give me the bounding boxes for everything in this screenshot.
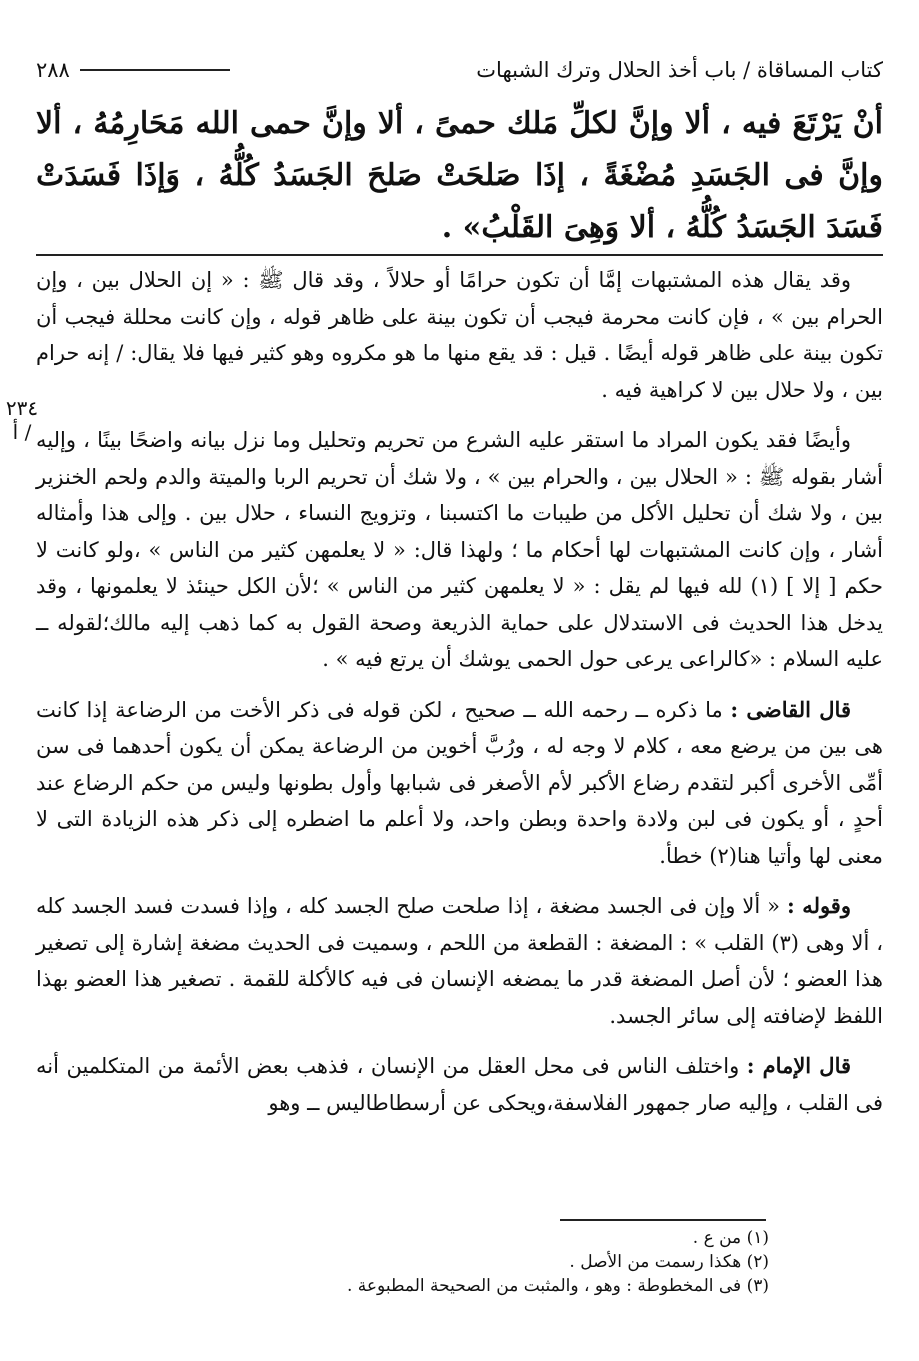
paragraph-text: وقد يقال هذه المشتبهات إمَّا أن تكون حرامًا أو حلالاً ، وقد قال ﷺ : « إن الحلال بين ، وإن الحرام بين » ، فإن كانت محرمة فيجب أن تكون بينة على ظاهر قوله ، وإن كانت محللة فيجب أن تكون بينة على ظاهر قوله أيضًا . قيل : قد يقع منها ما هو مكروه وهو كثير فيها فلا يقال: / إنه حرام بين ، ولا حلال بين لا كراهية فيه .: [36, 268, 883, 402]
footnote-rule: [560, 1219, 766, 1221]
running-head: [36, 56, 883, 84]
page-number: ٢٨٨: [36, 58, 70, 82]
footnotes: [36, 1226, 769, 1298]
section-divider: [36, 254, 883, 256]
paragraph: [36, 262, 883, 408]
paragraph-text: واختلف الناس فى محل العقل من الإنسان ، فذهب بعض الأئمة من المتكلمين أنه فى القلب ، وإليه صار جمهور الفلاسفة،ويحكى عن أرسطاطاليس ــ وهو: [36, 1054, 883, 1115]
paragraph-lead: قال الإمام :: [746, 1053, 851, 1078]
paragraph-text: ما ذكره ــ رحمه الله ــ صحيح ، لكن قوله فى ذكر الأخت من الرضاعة إذا كانت هى بين من يرضع معه ، كلام لا وجه له ، ورُبَّ أخوين من الرضاعة يمكن أن يكون أحدهما فى سن أمِّى الأخرى أكبر لتقدم رضاع الأكبر لأم الأصغر فى شبابها وأول بطونها وليس من حكم الرضاع عند أحدٍ ، أو يكون فى لبن ولادة واحدة وبطن واحد، ولا أعلم ما اضطره إلى ذكر هذه الزيادة التى لا معنى لها وأتيا هنا(٢) خطأ.: [36, 697, 883, 868]
running-title: كتاب المساقاة / باب أخذ الحلال وترك الشبهات: [476, 58, 883, 82]
header-rule: [80, 69, 230, 71]
footnote: (٢) هكذا رسمت من الأصل .: [569, 1252, 769, 1272]
paragraph: [36, 888, 883, 1034]
paragraph-text: وأيضًا فقد يكون المراد ما استقر عليه الشرع من تحريم وتحليل وما نزل بيانه واضحًا بينًا ، وإليه أشار بقوله ﷺ : « الحلال بين ، والحرام بين » ، ولا شك أن تحريم الربا والميتة والدم ولحم الخنزير بين ، ولا شك أن تحليل الأكل من طيبات ما اكتسبنا ، وتزويج النساء ، حلال بين . وإلى هذا وأمثاله أشار ، وإن كانت المشتبهات لها أحكام ما ؛ ولهذا قال: « لا يعلمهن كثير من الناس » ،ولو كانت لا حكم [ إلا ] (١) لله فيها لم يقل : « لا يعلمهن كثير من الناس » ؛لأن الكل حينئذ لا يعلمونها ، وقد يدخل هذا الحديث فى الاستدلال على حماية الذريعة وصحة القول به كما ذهب إليه مالك؛لقوله ــ عليه السلام : «كالراعى يرعى حول الحمى يوشك أن يرتع فيه » .: [36, 428, 884, 671]
paragraph: [36, 692, 883, 875]
paragraph-text: « ألا وإن فى الجسد مضغة ، إذا صلحت صلح الجسد كله ، وإذا فسدت فسد الجسد كله ، ألا وهى (٣) القلب » : المضغة : القطعة من اللحم ، وسميت فى الحديث مضغة إشارة إلى تصغير هذا العضو ؛ لأن أصل المضغة قدر ما يمضغه الإنسان فى فيه كالأكلة للقمة . تصغير هذا العضو بهذا اللفظ لإضافته إلى سائر الجسد.: [36, 894, 883, 1028]
footnote: (١) من ع .: [692, 1228, 769, 1248]
footnote: (٣) فى المخطوطة : وهو ، والمثبت من الصحيحة المطبوعة .: [346, 1276, 769, 1296]
manuscript-folio-note: ٢٣٤ / أ: [5, 396, 39, 444]
paragraph-lead: قال القاضى :: [730, 696, 851, 722]
commentary-body: [36, 262, 883, 1135]
paragraph: [36, 1048, 883, 1121]
paragraph-lead: وقوله :: [786, 893, 851, 918]
paragraph: [36, 422, 883, 678]
hadith-text: أنْ يَرْتَعَ فيه ، ألا وإنَّ لكلِّ مَلك حمىً ، ألا وإنَّ حمى الله مَحَارِمُهُ ، ألا وإنَّ فى الجَسَدِ مُضْغَةً ، إذَا صَلحَتْ صَلحَ الجَسَدُ كُلُّهُ ، وَإذَا فَسَدَتْ فَسَدَ الجَسَدُ كُلُّهُ ، ألا وَهِىَ القَلْبُ» .: [36, 106, 883, 245]
